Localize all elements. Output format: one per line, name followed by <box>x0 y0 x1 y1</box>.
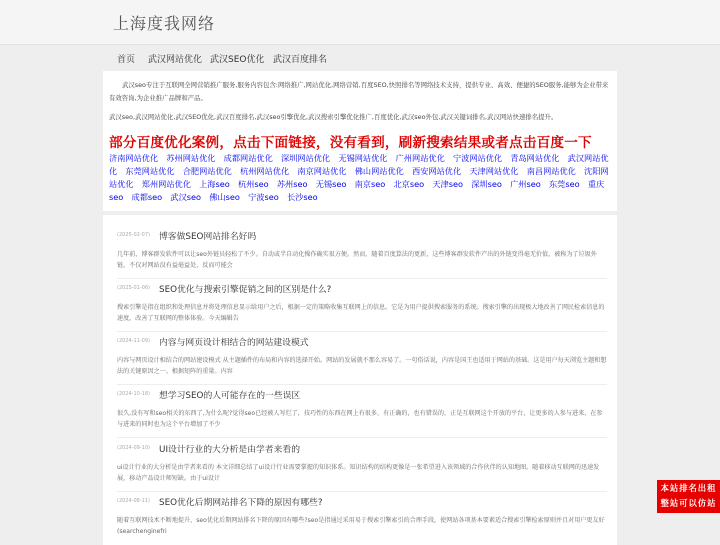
case-links <box>109 152 613 204</box>
article-title[interactable]: SEO优化与搜索引擎促销之间的区别是什么? <box>159 285 332 295</box>
article-date: (2025-01-06) <box>117 285 150 291</box>
case-link[interactable]: 成都网站优化 <box>223 153 273 163</box>
nav-wuhan-baidu-ranking[interactable]: 武汉百度排名 <box>273 55 328 65</box>
case-link[interactable]: 南昌网站优化 <box>526 165 576 176</box>
case-link[interactable]: 武汉seo <box>170 191 202 202</box>
article-item <box>117 493 607 536</box>
case-link[interactable]: 苏州seo <box>276 178 308 189</box>
case-link[interactable]: 郑州网站优化 <box>141 178 191 189</box>
nav-wuhan-seo-optimization[interactable]: 武汉SEO优化 <box>210 55 265 65</box>
article-item <box>117 333 607 376</box>
article-excerpt: 很久,没有写和seo相关的东西了,为什么呢?觉得seo已经被人写烂了，技巧性的东西在网上有很多，有正确的，也有错误的，正是互联网这个开放的平台，让更多的人参与进来，在参与进来的同时也为这个平台增加了不少 <box>117 410 603 429</box>
case-link[interactable]: 佛山seo <box>209 191 240 202</box>
case-link[interactable]: 南京网站优化 <box>297 165 347 176</box>
divider <box>117 491 607 492</box>
article-title[interactable]: 想学习SEO的人可能存在的一些误区 <box>159 391 301 401</box>
case-link[interactable]: 天津网站优化 <box>469 165 519 176</box>
article-excerpt: 几年前，博客群发软件可以让seo外链员轻松了不少。自动或半自动化操作确实很方便。然而，随着百度算法的更新，这些博客群发软件产出的外链变得毫无价值，被称为了垃圾外链，不仅对网站没有益毫益处，反而可能会 <box>117 251 597 270</box>
article-list <box>103 215 617 545</box>
case-link[interactable]: 东莞seo <box>548 178 580 189</box>
article-title[interactable]: 内容与网页设计相结合的网站建设模式 <box>159 338 309 348</box>
case-link[interactable]: 东莞网站优化 <box>125 165 175 176</box>
case-link[interactable]: 北京seo <box>393 178 425 189</box>
case-link[interactable]: 广州seo <box>510 178 541 189</box>
article-title[interactable]: 博客做SEO网站排名好吗 <box>159 232 257 242</box>
divider <box>117 384 607 385</box>
case-link[interactable]: 宁波seo <box>248 191 279 202</box>
article-excerpt: 随着互联网技术不断地提升，seo优化后期网站排名下降的原因有哪些?seo是指通过采用易于搜索引擎索引的合理手段，使网站各项基本要素适合搜索引擎检索原则并且对用户更友好(searchenginefri <box>117 517 605 536</box>
site-header <box>0 0 720 45</box>
article-item <box>117 227 607 270</box>
article-item <box>117 440 607 483</box>
case-link[interactable]: 上海seo <box>199 178 230 189</box>
article-excerpt: 搜索引擎是指在组织和处理信息并将处理信息显示给用户之后，根据一定的策略收集互联网上的信息。它是为用户提供搜索服务的系统。搜索引擎的出现极大地改善了网民检索信息的速度，改善了互联网的整体体验。今天编辑告 <box>117 304 605 323</box>
site-title[interactable]: 上海度我网络 <box>113 14 216 33</box>
main-nav <box>0 45 720 71</box>
case-link[interactable]: 南京seo <box>354 178 386 189</box>
article-date: (2024-09-10) <box>117 445 150 451</box>
divider <box>117 278 607 279</box>
divider <box>117 331 607 332</box>
case-link[interactable]: 沈阳网站优化 <box>109 165 609 189</box>
rental-notice[interactable] <box>657 480 720 513</box>
case-link[interactable]: 长沙seo <box>287 191 318 202</box>
case-heading: 部分百度优化案例，点击下面链接，没有看到，刷新搜索结果或者点击百度一下 <box>109 135 592 151</box>
case-link[interactable]: 佛山网站优化 <box>354 165 404 176</box>
case-link[interactable]: 济南网站优化 <box>109 153 159 163</box>
intro-paragraph-2: 武汉seo,武汉网站优化,武汉SEO优化,武汉百度排名,武汉seo引擎优化,武汉搜索引擎优化推广,百度优化,武汉seo外包,武汉关键词排名,武汉网站快速排名提升。 <box>109 113 558 121</box>
case-link[interactable]: 苏州网站优化 <box>166 153 216 163</box>
article-date: (2024-10-18) <box>117 391 150 397</box>
case-link[interactable]: 青岛网站优化 <box>510 153 560 163</box>
rental-notice-line-2: 整站可以仿站 <box>660 498 717 508</box>
case-link[interactable]: 西安网站优化 <box>412 165 462 176</box>
case-link[interactable]: 无锡网站优化 <box>338 153 388 163</box>
article-excerpt: ui设计行业的大分析是由学者来看的 本文详细总结了ui设计行业需要掌握的知识体系。知识结构的结构更像是一张希望进入该领域的合作伙伴的认知地图。随着移动互联网的迅速发展，移动产品设计师短缺。由于ui设计 <box>117 464 600 483</box>
article-date: (2025-02-07) <box>117 232 150 238</box>
article-item <box>117 386 607 429</box>
case-link[interactable]: 武汉网站优化 <box>109 153 609 176</box>
divider <box>117 437 607 438</box>
case-link[interactable]: 深圳网站优化 <box>280 153 331 163</box>
nav-home[interactable]: 首页 <box>117 55 136 65</box>
nav-wuhan-site-optimization[interactable]: 武汉网站优化 <box>148 55 203 65</box>
article-title[interactable]: SEO优化后期网站排名下降的原因有哪些? <box>159 498 323 508</box>
article-date: (2024-08-11) <box>117 498 150 504</box>
case-link[interactable]: 深圳seo <box>471 178 502 189</box>
case-link[interactable]: 成都seo <box>131 191 163 202</box>
case-link[interactable]: 杭州网站优化 <box>240 165 290 176</box>
case-link[interactable]: 重庆seo <box>109 178 605 202</box>
case-link[interactable]: 合肥网站优化 <box>182 165 232 176</box>
rental-notice-line-1: 本站排名出租 <box>660 483 717 493</box>
intro-paragraph-1: 武汉seo专注于互联网全网营销推广服务,服务内容包含:网络推广,网站优化,网络营销,百度SEO,快照排名等网络技术支持，提供专业、高效、便捷的SEO服务,能够为企业带来有效咨询,为企业推广品牌和产品。 <box>109 81 609 102</box>
case-link[interactable]: 杭州seo <box>237 178 269 189</box>
intro-section <box>103 71 617 211</box>
article-item <box>117 280 607 323</box>
case-link[interactable]: 无锡seo <box>315 178 347 189</box>
article-title[interactable]: UI设计行业的大分析是由学者来看的 <box>159 445 300 455</box>
case-link[interactable]: 广州网站优化 <box>395 153 445 163</box>
case-link[interactable]: 宁波网站优化 <box>452 153 503 163</box>
case-link[interactable]: 天津seo <box>432 178 464 189</box>
article-date: (2024-11-09) <box>117 338 150 344</box>
article-excerpt: 内容与网页设计相结合的网站建设模式 从主题插件的布局和内容的选择开始。网站的发展就不那么容易了。一句俗话说，内容是国王也适用于网站的基础。这是用户每天浏览主题和想法的关键原因之一。根据矩阵的重量。内容 <box>117 357 607 376</box>
